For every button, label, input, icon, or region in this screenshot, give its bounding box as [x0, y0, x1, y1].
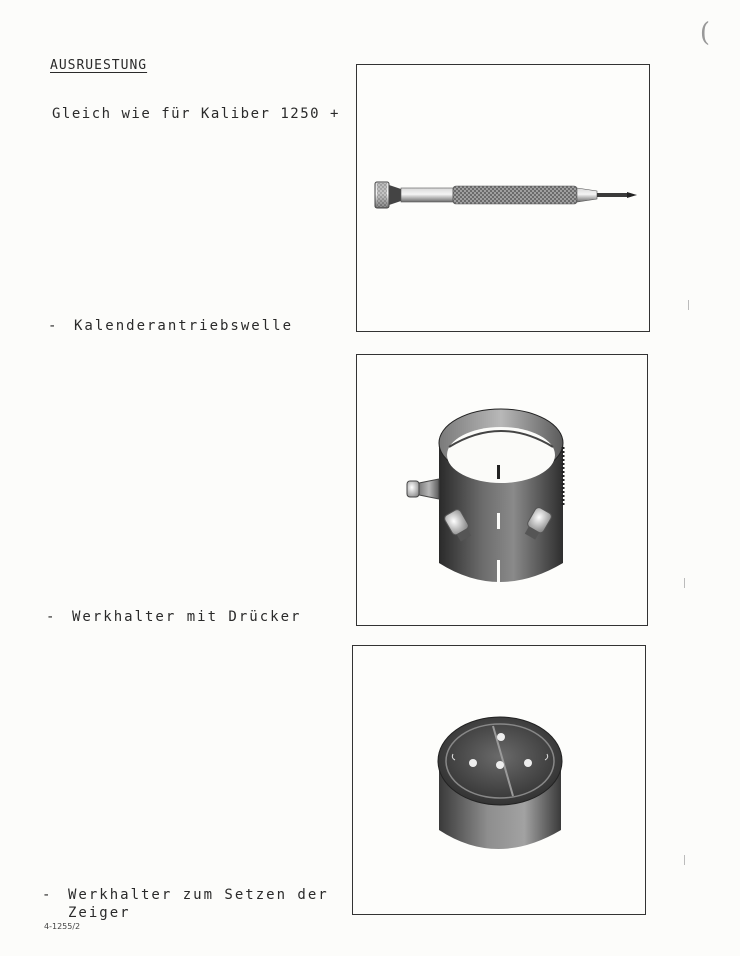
equipment-item-1 [48, 318, 293, 334]
item-label: Kalenderantriebswelle [74, 318, 294, 334]
equipment-item-2 [46, 609, 301, 625]
item-label: Werkhalter mit Drücker [72, 609, 302, 625]
item-dash: - [46, 609, 57, 625]
equipment-item-3 [42, 886, 329, 922]
holder-with-pusher-illustration [357, 355, 647, 625]
intro-text: Gleich wie für Kaliber 1250 + [52, 106, 340, 122]
page-number: 4-1255/2 [44, 922, 81, 931]
image-frame-holder-hands [352, 645, 646, 915]
item-label: Werkhalter zum Setzen der [68, 887, 329, 903]
scan-mark [688, 300, 689, 310]
item-dash: - [48, 318, 59, 334]
item-label-line2: Zeiger [68, 905, 131, 921]
section-heading: AUSRUESTUNG [50, 58, 148, 73]
screwdriver-illustration [357, 65, 649, 331]
item-dash: - [42, 887, 53, 903]
binder-hole-mark: ( [699, 18, 710, 48]
scan-mark [684, 855, 685, 865]
holder-for-hands-illustration [353, 646, 645, 914]
image-frame-holder-pusher [356, 354, 648, 626]
scan-mark [684, 578, 685, 588]
image-frame-screwdriver [356, 64, 650, 332]
